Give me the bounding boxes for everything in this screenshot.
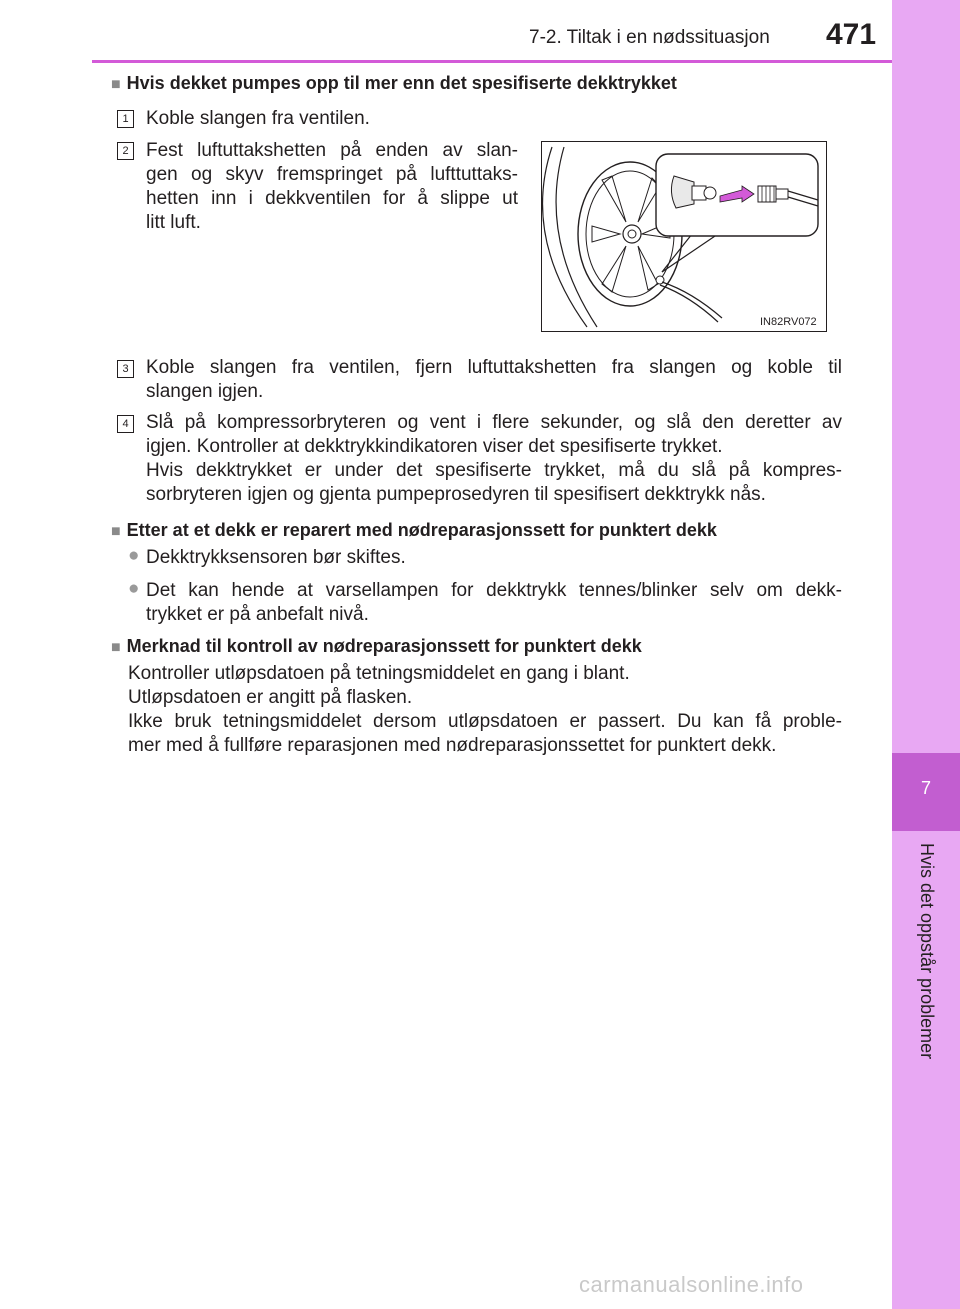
step-line: Slå på kompressorbryteren og vent i flere sekunder, og slå den deretter av — [146, 412, 842, 433]
section-heading-text: Merknad til kontroll av nødreparasjonssett for punktert dekk — [126, 636, 642, 656]
square-bullet-icon: ■ — [111, 639, 121, 656]
running-header-section: 7-2. Tiltak i en nødssituasjon — [529, 27, 770, 48]
chapter-title-vertical: Hvis det oppstår problemer — [917, 843, 937, 1060]
step-number: 2 — [117, 142, 134, 160]
bullet-text — [146, 546, 842, 570]
step-line: Fest luftuttakshetten på enden av slan- — [146, 140, 518, 161]
section-heading-after-repair — [111, 520, 717, 541]
circle-bullet-icon: ● — [128, 545, 140, 566]
figure-code: IN82RV072 — [760, 316, 817, 328]
bullet-line: Det kan hende at varsellampen for dekktrykk tennes/blinker selv om dekk- — [146, 580, 842, 601]
section-heading-text: Hvis dekket pumpes opp til mer enn det spesifiserte dekktrykket — [126, 73, 677, 93]
bullet-line: trykket er på anbefalt nivå. — [146, 604, 369, 625]
square-bullet-icon: ■ — [111, 76, 121, 93]
step-number: 3 — [117, 360, 134, 378]
chapter-number-tab: 7 — [892, 753, 960, 831]
step-line: slangen igjen. — [146, 381, 264, 402]
step-line: sorbryteren igjen og gjenta pumpeprosedyren til spesifisert dekktrykk nås. — [146, 484, 766, 505]
note-line: Ikke bruk tetningsmiddelet dersom utløpsdatoen er passert. Du kan få proble- — [128, 711, 842, 732]
step-number: 4 — [117, 415, 134, 433]
step-line: Hvis dekktrykket er under det spesifiserte trykket, må du slå på kompres- — [146, 460, 842, 481]
step-text — [146, 411, 842, 507]
header-divider — [92, 60, 892, 63]
bullet-line: Dekktrykksensoren bør skiftes. — [146, 547, 406, 568]
circle-bullet-icon: ● — [128, 578, 140, 599]
step-text — [146, 139, 518, 235]
step-line: Koble slangen fra ventilen. — [146, 108, 370, 129]
step-number: 1 — [117, 110, 134, 128]
section-heading-overinflation — [111, 73, 677, 94]
watermark: carmanualsonline.info — [579, 1272, 804, 1297]
note-line: Utløpsdatoen er angitt på flasken. — [128, 687, 413, 708]
note-paragraph — [128, 662, 842, 758]
section-heading-text: Etter at et dekk er reparert med nødreparasjonssett for punktert dekk — [126, 520, 717, 540]
step-line: litt luft. — [146, 212, 201, 233]
step-line: igjen. Kontroller at dekktrykkindikatoren viser det spesifiserte trykket. — [146, 436, 723, 457]
page-number: 471 — [826, 18, 877, 51]
step-text — [146, 356, 842, 404]
side-tab-background — [892, 0, 960, 753]
tire-valve-illustration — [541, 141, 827, 332]
step-line: Koble slangen fra ventilen, fjern luftuttakshetten fra slangen og koble til — [146, 357, 842, 378]
section-heading-kit-check — [111, 636, 642, 657]
bullet-text — [146, 579, 842, 627]
step-text — [146, 107, 526, 131]
square-bullet-icon: ■ — [111, 523, 121, 540]
note-line: Kontroller utløpsdatoen på tetningsmiddelet en gang i blant. — [128, 663, 630, 684]
tire-valve-drawing — [542, 142, 826, 331]
step-line: hetten inn i dekkventilen for å slippe ut — [146, 188, 518, 209]
note-line: mer med å fullføre reparasjonen med nødreparasjonssettet for punktert dekk. — [128, 735, 777, 756]
step-line: gen og skyv fremspringet på lufttuttaks- — [146, 164, 518, 185]
